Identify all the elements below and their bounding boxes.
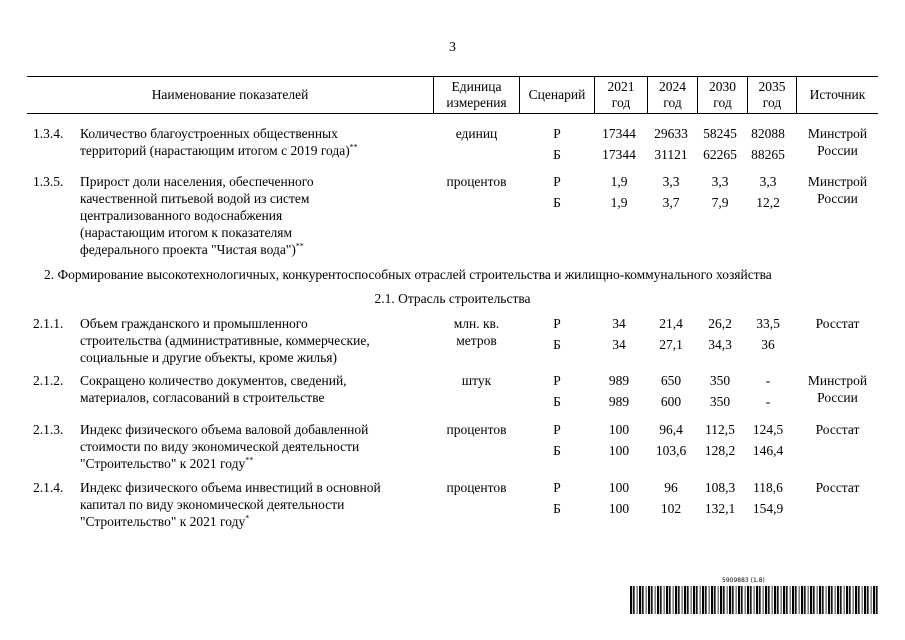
barcode-bar: [664, 586, 665, 614]
indicator-name-line: материалов, согласований в строительстве: [80, 390, 325, 405]
unit-line: процентов: [446, 174, 507, 189]
value-cell: 82088: [751, 126, 785, 141]
value-cell: 132,1: [704, 501, 736, 516]
scenario-code: Б: [553, 501, 561, 516]
row-number: 1.3.4.: [33, 126, 64, 141]
barcode-bar: [693, 586, 695, 614]
barcode-bar: [675, 586, 677, 614]
barcode-bar: [750, 586, 752, 614]
source-line: России: [817, 191, 858, 206]
barcode-bar: [873, 586, 875, 614]
scenario-code: Б: [553, 394, 561, 409]
header-2035: 2035 год: [758, 78, 786, 110]
row-number: 2.1.3.: [33, 422, 64, 437]
barcode-bar: [792, 586, 794, 614]
barcode-bar: [799, 586, 800, 614]
barcode-bar: [639, 586, 641, 614]
indicator-name-line: централизованного водоснабжения: [80, 208, 283, 223]
barcode-bar: [741, 586, 743, 614]
scenario-code: Б: [553, 443, 561, 458]
header-bottom-rule: [27, 113, 878, 114]
header-2030: 2030 год: [709, 78, 736, 110]
header-2021: 2021 год: [607, 78, 635, 110]
scenario-code: Б: [553, 337, 561, 352]
value-cell: 31121: [654, 147, 688, 162]
footnote-mark: **: [245, 455, 254, 465]
indicator-name-line: федерального проекта "Чистая вода"): [80, 242, 296, 257]
indicator-name-line: Индекс физического объема инвестиций в основной: [80, 480, 381, 495]
value-cell: 350: [709, 373, 731, 388]
header-2024: 2024 год: [659, 78, 686, 110]
barcode-bar: [772, 586, 773, 614]
unit-line: млн. кв.: [453, 316, 500, 331]
scenario-code: Б: [553, 195, 561, 210]
barcode-bar: [876, 586, 878, 614]
source: [797, 421, 878, 438]
source-line: России: [817, 143, 858, 158]
barcode-bar: [817, 586, 818, 614]
unit: [434, 315, 519, 349]
barcode-bar: [808, 586, 809, 614]
value-cell: 34,3: [708, 337, 732, 352]
scenario-code: Р: [553, 174, 561, 189]
indicator-name-line: "Строительство" к 2021 году: [80, 456, 246, 471]
unit-line: единиц: [455, 126, 498, 141]
barcode-bar: [705, 586, 707, 614]
value-cell: -: [765, 373, 771, 388]
value-cell: 96,4: [659, 422, 683, 437]
value-cell: 7,9: [711, 195, 729, 210]
value-cell: 100: [608, 480, 630, 495]
indicator-name: [80, 315, 432, 366]
barcode: [630, 586, 880, 614]
value-cell: 128,2: [704, 443, 736, 458]
value-cell: 650: [660, 373, 682, 388]
value-cell: 1,9: [610, 195, 628, 210]
indicator-name-line: Индекс физического объема валовой добавленной: [80, 422, 369, 437]
value-cell: 989: [608, 373, 630, 388]
barcode-bar: [804, 586, 806, 614]
barcode-bar: [855, 586, 857, 614]
scenario-code: Р: [553, 316, 561, 331]
barcode-bar: [790, 586, 791, 614]
indicator-name: [80, 421, 432, 472]
barcode-bar: [696, 586, 698, 614]
value-cell: -: [765, 394, 771, 409]
value-cell: 103,6: [655, 443, 687, 458]
scenario-code: Р: [553, 126, 561, 141]
barcode-bar: [858, 586, 860, 614]
section-2-title: 2. Формирование высокотехнологичных, конкурентоспособных отраслей строительства и жилищно-коммунального хозяйства: [44, 267, 772, 282]
value-cell: 100: [608, 422, 630, 437]
source: [797, 479, 878, 496]
barcode-bar: [840, 586, 842, 614]
value-cell: 17344: [602, 147, 636, 162]
value-cell: 146,4: [752, 443, 784, 458]
barcode-bar: [849, 586, 851, 614]
barcode-bar: [783, 586, 785, 614]
indicator-name-line: капитал по виду экономической деятельности: [80, 497, 345, 512]
unit-line: процентов: [446, 480, 507, 495]
footnote-mark: **: [349, 142, 358, 152]
unit-line: процентов: [446, 422, 507, 437]
barcode-bar: [660, 586, 662, 614]
indicator-name-line: Количество благоустроенных общественных: [80, 126, 338, 141]
barcode-bar: [801, 586, 803, 614]
subsection-2-1-title: 2.1. Отрасль строительства: [374, 291, 531, 306]
barcode-bar: [723, 586, 725, 614]
barcode-bar: [711, 586, 713, 614]
barcode-bar: [828, 586, 830, 614]
indicator-name-line: строительства (административные, коммерческие,: [80, 333, 370, 348]
barcode-bar: [682, 586, 683, 614]
barcode-bar: [732, 586, 734, 614]
barcode-bar: [709, 586, 710, 614]
indicator-name-line: (нарастающим итогом к показателям: [80, 225, 293, 240]
unit-line: метров: [456, 333, 497, 348]
barcode-bar: [810, 586, 812, 614]
unit: [434, 125, 519, 142]
source-line: Росстат: [815, 480, 860, 495]
barcode-bar: [648, 586, 650, 614]
scenario-code: Р: [553, 480, 561, 495]
value-cell: 100: [608, 443, 630, 458]
value-cell: 21,4: [659, 316, 683, 331]
barcode-bar: [633, 586, 635, 614]
barcode-bar: [853, 586, 854, 614]
barcode-bar: [702, 586, 704, 614]
value-cell: 350: [709, 394, 731, 409]
value-cell: 96: [664, 480, 678, 495]
barcode-bar: [754, 586, 755, 614]
source: [797, 372, 878, 406]
barcode-bar: [759, 586, 761, 614]
value-cell: 118,6: [753, 480, 783, 495]
source-line: Минстрой: [807, 373, 868, 388]
barcode-bar: [844, 586, 845, 614]
barcode-bar: [795, 586, 797, 614]
value-cell: 12,2: [756, 195, 780, 210]
value-cell: 62265: [703, 147, 737, 162]
indicator-name: [80, 125, 432, 159]
value-cell: 112,5: [705, 422, 735, 437]
barcode-bar: [864, 586, 866, 614]
barcode-bar: [729, 586, 731, 614]
barcode-bar: [687, 586, 689, 614]
barcode-bar: [673, 586, 674, 614]
barcode-bar: [655, 586, 656, 614]
value-cell: 154,9: [752, 501, 784, 516]
row-number: 2.1.2.: [33, 373, 64, 388]
row-number: 2.1.1.: [33, 316, 64, 331]
value-cell: 34: [612, 337, 626, 352]
barcode-bar: [871, 586, 872, 614]
value-cell: 1,9: [610, 174, 628, 189]
scenario-code: Б: [553, 147, 561, 162]
barcode-bar: [822, 586, 824, 614]
indicator-name-line: социальные и другие объекты, кроме жилья): [80, 350, 337, 365]
header-name: Наименование показателей: [151, 86, 309, 102]
barcode-bar: [691, 586, 692, 614]
value-cell: 27,1: [659, 337, 683, 352]
barcode-bar: [727, 586, 728, 614]
barcode-bar: [642, 586, 644, 614]
barcode-bar: [657, 586, 659, 614]
barcode-bar: [714, 586, 716, 614]
indicator-name-line: качественной питьевой водой из систем: [80, 191, 310, 206]
row-number: 2.1.4.: [33, 480, 64, 495]
barcode-bar: [786, 586, 788, 614]
value-cell: 102: [660, 501, 682, 516]
barcode-bar: [763, 586, 764, 614]
value-cell: 3,7: [662, 195, 680, 210]
barcode-bar: [756, 586, 758, 614]
barcode-bar: [747, 586, 749, 614]
value-cell: 3,3: [711, 174, 729, 189]
source-line: Минстрой: [807, 174, 868, 189]
indicator-name: [80, 173, 432, 258]
indicator-name-line: "Строительство" к 2021 году: [80, 514, 246, 529]
barcode-bar: [826, 586, 827, 614]
barcode-bar: [678, 586, 680, 614]
value-cell: 124,5: [752, 422, 784, 437]
barcode-bar: [738, 586, 740, 614]
source: [797, 125, 878, 159]
footnote-mark: *: [245, 513, 250, 523]
value-cell: 29633: [654, 126, 688, 141]
barcode-bar: [777, 586, 779, 614]
source-line: Минстрой: [807, 126, 868, 141]
value-cell: 108,3: [704, 480, 736, 495]
barcode-bar: [774, 586, 776, 614]
value-cell: 36: [761, 337, 775, 352]
barcode-bar: [846, 586, 848, 614]
unit: [434, 372, 519, 389]
barcode-bar: [646, 586, 647, 614]
barcode-bar: [862, 586, 863, 614]
barcode-bar: [669, 586, 671, 614]
row-number: 1.3.5.: [33, 174, 64, 189]
barcode-bar: [700, 586, 701, 614]
page-number: 3: [449, 40, 456, 55]
unit: [434, 421, 519, 438]
value-cell: 88265: [751, 147, 785, 162]
value-cell: 34: [612, 316, 626, 331]
value-cell: 26,2: [708, 316, 732, 331]
barcode-bar: [651, 586, 653, 614]
barcode-bar: [813, 586, 815, 614]
value-cell: 989: [608, 394, 630, 409]
value-cell: 600: [660, 394, 682, 409]
barcode-bar: [768, 586, 770, 614]
header-scenario: Сценарий: [528, 86, 586, 102]
header-source: Источник: [809, 86, 866, 102]
unit: [434, 173, 519, 190]
barcode-bar: [736, 586, 737, 614]
barcode-bar: [637, 586, 638, 614]
barcode-bar: [720, 586, 722, 614]
indicator-name-line: стоимости по виду экономической деятельности: [80, 439, 360, 454]
indicator-name: [80, 372, 432, 406]
barcode-bar: [835, 586, 836, 614]
header-unit: Единица измерения: [446, 78, 507, 110]
value-cell: 3,3: [662, 174, 680, 189]
barcode-bar: [765, 586, 767, 614]
barcode-bar: [867, 586, 869, 614]
source-line: Росстат: [815, 422, 860, 437]
value-cell: 33,5: [756, 316, 780, 331]
source-line: Росстат: [815, 316, 860, 331]
barcode-bar: [630, 586, 632, 614]
barcode-bar: [837, 586, 839, 614]
indicator-name-line: Объем гражданского и промышленного: [80, 316, 308, 331]
barcode-bar: [831, 586, 833, 614]
unit-line: штук: [461, 373, 492, 388]
barcode-label: 5909883 (1.8): [722, 577, 765, 584]
value-cell: 100: [608, 501, 630, 516]
scenario-code: Р: [553, 373, 561, 388]
value-cell: 3,3: [759, 174, 777, 189]
indicator-name-line: Прирост доли населения, обеспеченного: [80, 174, 314, 189]
source: [797, 173, 878, 207]
barcode-bar: [745, 586, 746, 614]
source-line: России: [817, 390, 858, 405]
barcode-bar: [718, 586, 719, 614]
footnote-mark: **: [295, 241, 304, 251]
barcode-bar: [819, 586, 821, 614]
indicator-name-line: Сокращено количество документов, сведений,: [80, 373, 347, 388]
barcode-bar: [684, 586, 686, 614]
value-cell: 58245: [703, 126, 737, 141]
indicator-name: [80, 479, 432, 530]
source: [797, 315, 878, 332]
scenario-code: Р: [553, 422, 561, 437]
unit: [434, 479, 519, 496]
value-cell: 17344: [602, 126, 636, 141]
indicator-name-line: территорий (нарастающим итогом с 2019 года): [80, 143, 350, 158]
barcode-bar: [781, 586, 782, 614]
barcode-bar: [666, 586, 668, 614]
